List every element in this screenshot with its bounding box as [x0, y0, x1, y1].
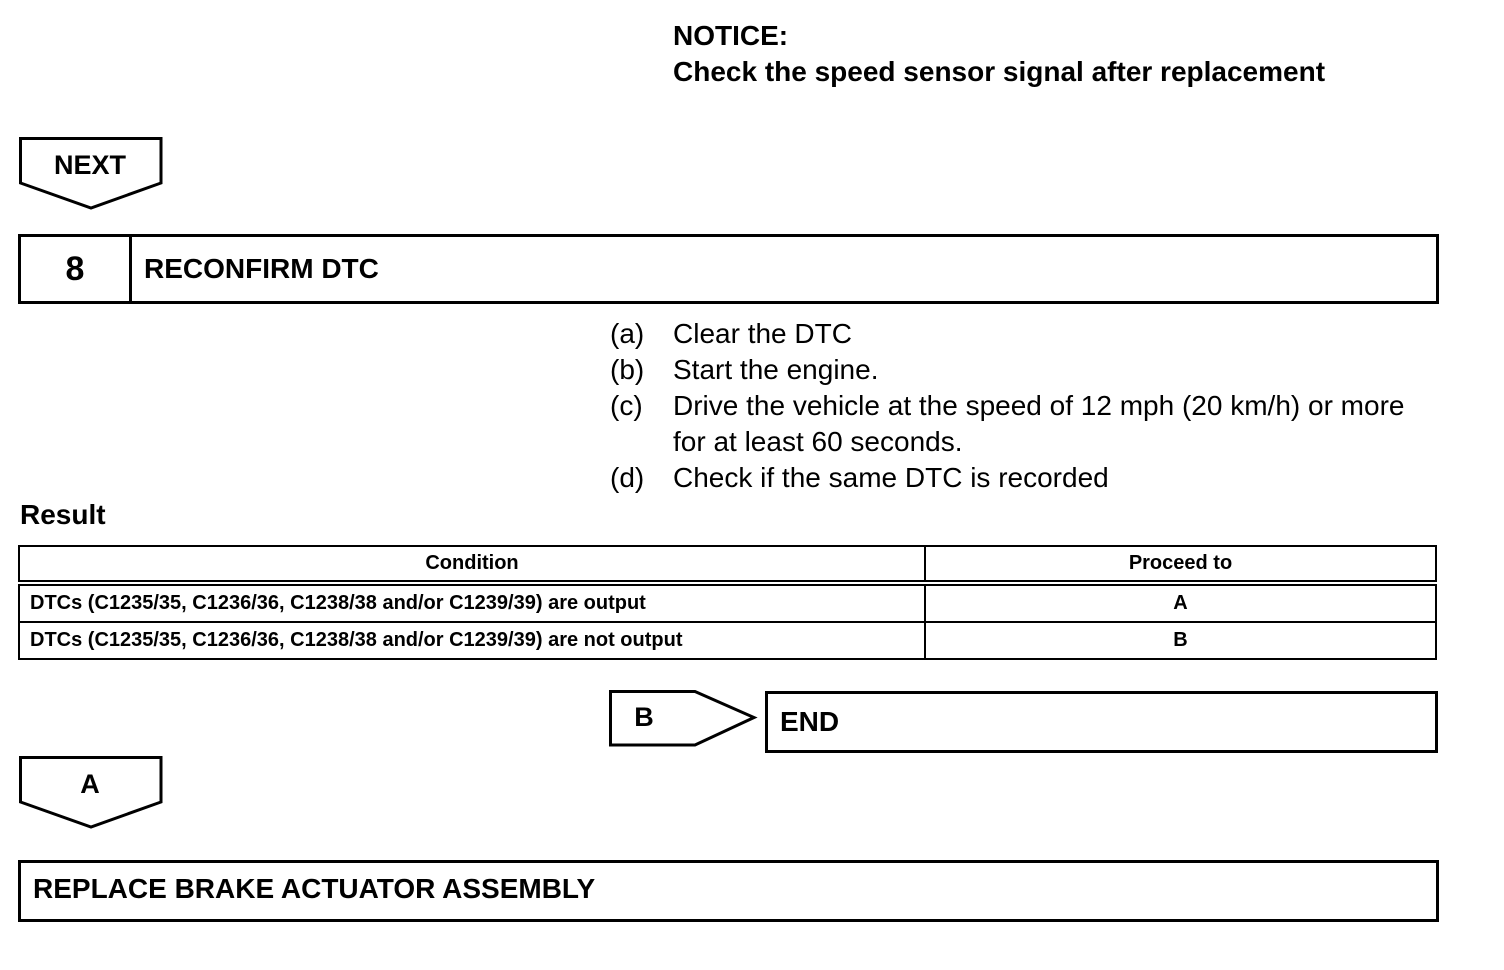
- condition-cell: DTCs (C1235/35, C1236/36, C1238/38 and/or C1239/39) are not output: [19, 622, 925, 659]
- instruction-text: Check if the same DTC is recorded: [673, 462, 1109, 493]
- notice-title: NOTICE:: [673, 20, 789, 51]
- replace-actuator-box: REPLACE BRAKE ACTUATOR ASSEMBLY: [18, 860, 1439, 922]
- instruction-label: (c): [610, 390, 643, 421]
- condition-header: Condition: [19, 546, 925, 583]
- result-table: [18, 545, 1437, 660]
- step-number: 8: [21, 237, 132, 301]
- instruction-text: Drive the vehicle at the speed of 12 mph (20 km/h) or more for at least 60 seconds.: [673, 390, 1405, 457]
- proceed-cell: B: [925, 622, 1436, 659]
- table-header-row: [19, 546, 1436, 583]
- step-header: [18, 234, 1439, 304]
- branch-a-label: A: [80, 769, 100, 799]
- instruction-label: (d): [610, 462, 645, 493]
- notice-text: Check the speed sensor signal after replacement: [673, 56, 1326, 87]
- instruction-label: (a): [610, 318, 645, 349]
- result-label: Result: [20, 499, 106, 530]
- proceed-cell: A: [925, 583, 1436, 622]
- end-box: END: [765, 691, 1438, 753]
- proceed-header: Proceed to: [925, 546, 1436, 583]
- branch-b-badge: [609, 690, 759, 748]
- instruction-text: Start the engine.: [673, 354, 879, 385]
- instruction-item: [610, 460, 1413, 496]
- table-row: [19, 622, 1436, 659]
- notice: [673, 18, 1325, 90]
- instruction-text: Clear the DTC: [673, 318, 852, 349]
- instruction-item: [610, 352, 1413, 388]
- next-badge-label: NEXT: [53, 150, 126, 180]
- instruction-list: [610, 316, 1413, 496]
- condition-cell: DTCs (C1235/35, C1236/36, C1238/38 and/or C1239/39) are output: [19, 583, 925, 622]
- instruction-item: [610, 388, 1413, 460]
- branch-a-badge: [19, 756, 165, 830]
- next-badge: [19, 137, 165, 211]
- table-row: [19, 583, 1436, 622]
- instruction-label: (b): [610, 354, 645, 385]
- instruction-item: [610, 316, 1413, 352]
- step-title: RECONFIRM DTC: [144, 253, 379, 284]
- branch-b-label: B: [634, 702, 654, 732]
